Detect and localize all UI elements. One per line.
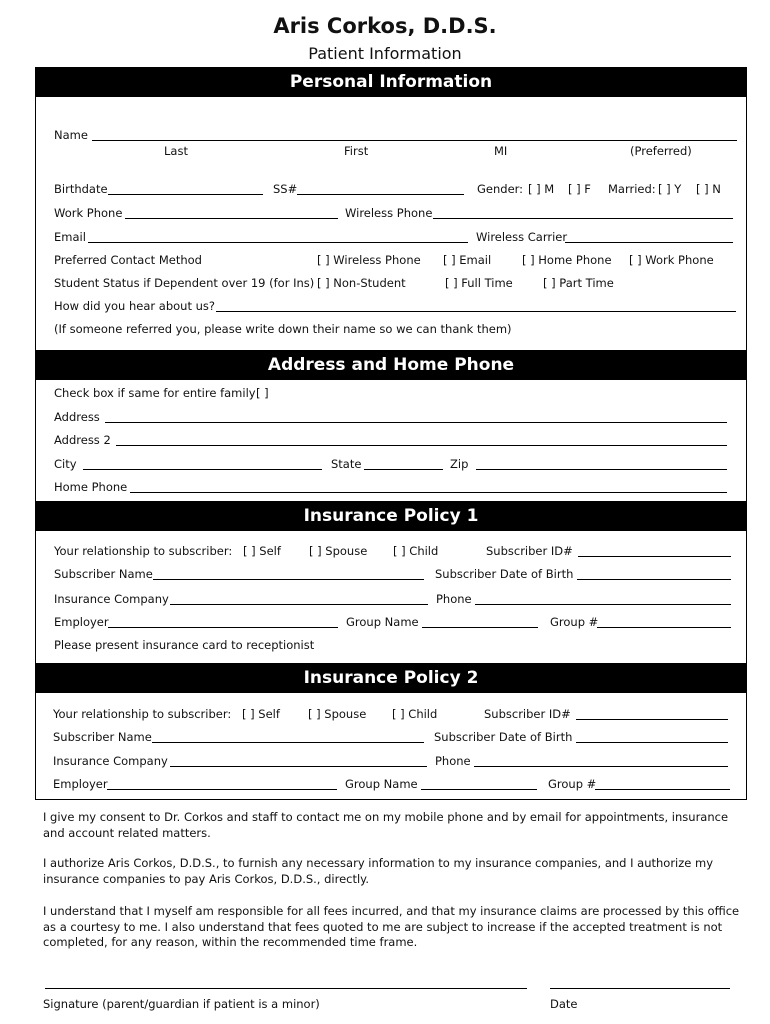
insurance-authorization-paragraph: I authorize Aris Corkos, D.D.S., to furnish any necessary information to my insurance companies, and I authorize my insurance companies to pay Aris Corkos, D.D.S., directly.: [43, 856, 714, 886]
contact-work-checkbox[interactable]: [ ] Work Phone: [629, 253, 714, 267]
student-status-label: Student Status if Dependent over 19 (for Ins): [54, 276, 315, 290]
subscriber-id-field[interactable]: [576, 719, 728, 720]
insurance-card-note: Please present insurance card to receptionist: [54, 638, 315, 652]
relationship-spouse-checkbox[interactable]: [ ] Spouse: [308, 707, 367, 721]
referral-note: (If someone referred you, please write down their name so we can thank them): [54, 322, 512, 336]
subscriber-name-label: Subscriber Name: [54, 567, 153, 581]
subscriber-dob-label: Subscriber Date of Birth: [434, 730, 573, 744]
address-field[interactable]: [105, 422, 727, 423]
insurance-company-field[interactable]: [170, 604, 428, 605]
relationship-child-checkbox[interactable]: [ ] Child: [393, 544, 439, 558]
gender-m-checkbox[interactable]: [ ] M: [528, 182, 555, 196]
preferred-name-caption: (Preferred): [630, 144, 692, 158]
insurance-company-label: Insurance Company: [53, 754, 168, 768]
work-phone-label: Work Phone: [54, 206, 123, 220]
email-field[interactable]: [88, 242, 468, 243]
insurance-policy-1-section: [35, 501, 747, 664]
subscriber-dob-label: Subscriber Date of Birth: [435, 567, 574, 581]
married-y-checkbox[interactable]: [ ] Y: [658, 182, 682, 196]
gender-label: Gender:: [477, 182, 524, 196]
relationship-spouse-checkbox[interactable]: [ ] Spouse: [309, 544, 368, 558]
email-label: Email: [54, 230, 86, 244]
group-number-field[interactable]: [597, 627, 731, 628]
name-label: Name: [54, 128, 88, 142]
date-field[interactable]: [550, 988, 730, 989]
subscriber-name-label: Subscriber Name: [53, 730, 152, 744]
gender-f-checkbox[interactable]: [ ] F: [568, 182, 591, 196]
signature-label: Signature (parent/guardian if patient is a minor): [43, 997, 320, 1011]
last-name-caption: Last: [164, 144, 188, 158]
relationship-label: Your relationship to subscriber:: [54, 544, 233, 558]
employer-field[interactable]: [107, 789, 337, 790]
insurance-company-label: Insurance Company: [54, 592, 169, 606]
first-name-caption: First: [344, 144, 369, 158]
city-field[interactable]: [83, 469, 322, 470]
relationship-self-checkbox[interactable]: [ ] Self: [243, 544, 281, 558]
form-subtitle: Patient Information: [308, 44, 462, 63]
same-family-checkbox[interactable]: [ ]: [256, 386, 269, 400]
subscriber-name-field[interactable]: [152, 742, 424, 743]
birthdate-field[interactable]: [108, 194, 263, 195]
married-label: Married:: [608, 182, 656, 196]
insurance-phone-label: Phone: [435, 754, 471, 768]
referral-source-field[interactable]: [216, 311, 736, 312]
address2-field[interactable]: [116, 445, 727, 446]
married-n-checkbox[interactable]: [ ] N: [696, 182, 721, 196]
personal-information-section: [35, 67, 747, 352]
zip-field[interactable]: [476, 469, 727, 470]
subscriber-name-field[interactable]: [153, 579, 424, 580]
signature-field[interactable]: [45, 988, 527, 989]
address2-label: Address 2: [54, 433, 111, 447]
ss-label: SS#: [273, 182, 298, 196]
subscriber-id-field[interactable]: [578, 556, 731, 557]
relationship-label: Your relationship to subscriber:: [53, 707, 232, 721]
state-field[interactable]: [364, 469, 443, 470]
part-time-checkbox[interactable]: [ ] Part Time: [543, 276, 614, 290]
group-number-label: Group #: [548, 777, 597, 791]
wireless-carrier-label: Wireless Carrier: [476, 230, 568, 244]
full-time-checkbox[interactable]: [ ] Full Time: [445, 276, 513, 290]
wireless-phone-field[interactable]: [433, 218, 733, 219]
group-name-label: Group Name: [346, 615, 419, 629]
insurance-phone-label: Phone: [436, 592, 472, 606]
contact-wireless-checkbox[interactable]: [ ] Wireless Phone: [317, 253, 421, 267]
subscriber-id-label: Subscriber ID#: [484, 707, 571, 721]
ss-field[interactable]: [297, 194, 464, 195]
contact-home-checkbox[interactable]: [ ] Home Phone: [522, 253, 612, 267]
city-label: City: [54, 457, 77, 471]
date-label: Date: [550, 997, 578, 1011]
preferred-contact-label: Preferred Contact Method: [54, 253, 202, 267]
contact-email-checkbox[interactable]: [ ] Email: [443, 253, 492, 267]
relationship-child-checkbox[interactable]: [ ] Child: [392, 707, 438, 721]
home-phone-field[interactable]: [130, 492, 727, 493]
consent-contact-paragraph: I give my consent to Dr. Corkos and staff to contact me on my mobile phone and by email for appointments, insurance and account related matters.: [43, 810, 729, 840]
zip-label: Zip: [450, 457, 469, 471]
subscriber-dob-field[interactable]: [577, 579, 731, 580]
wireless-carrier-field[interactable]: [565, 242, 733, 243]
home-phone-label: Home Phone: [54, 480, 128, 494]
subscriber-id-label: Subscriber ID#: [486, 544, 573, 558]
insurance-company-field[interactable]: [170, 766, 427, 767]
relationship-self-checkbox[interactable]: [ ] Self: [242, 707, 280, 721]
group-name-field[interactable]: [421, 789, 537, 790]
insurance-phone-field[interactable]: [475, 604, 731, 605]
section-heading: Address and Home Phone: [36, 351, 746, 380]
name-field[interactable]: [92, 140, 737, 141]
address-section: [35, 350, 747, 502]
address-label: Address: [54, 410, 100, 424]
employer-label: Employer: [53, 777, 108, 791]
group-number-label: Group #: [550, 615, 599, 629]
non-student-checkbox[interactable]: [ ] Non-Student: [317, 276, 406, 290]
group-name-label: Group Name: [345, 777, 418, 791]
section-heading: Personal Information: [36, 68, 746, 97]
financial-responsibility-paragraph: I understand that I myself am responsible for all fees incurred, and that my insurance claims are processed by this office as a courtesy to me. I also understand that fees quoted to me are subject to increase if the accepted treatment is not completed, for any reason, within the recommended time frame.: [43, 904, 740, 949]
group-number-field[interactable]: [595, 789, 730, 790]
wireless-phone-label: Wireless Phone: [345, 206, 433, 220]
middle-initial-caption: MI: [494, 144, 508, 158]
section-heading: Insurance Policy 1: [36, 502, 746, 531]
group-name-field[interactable]: [422, 627, 538, 628]
insurance-phone-field[interactable]: [474, 766, 728, 767]
employer-field[interactable]: [108, 627, 338, 628]
referral-source-label: How did you hear about us?: [54, 299, 215, 313]
employer-label: Employer: [54, 615, 109, 629]
state-label: State: [331, 457, 362, 471]
birthdate-label: Birthdate: [54, 182, 108, 196]
subscriber-dob-field[interactable]: [576, 742, 728, 743]
form-title: Aris Corkos, D.D.S.: [273, 14, 497, 38]
same-family-label: Check box if same for entire family: [54, 386, 256, 400]
work-phone-field[interactable]: [125, 218, 338, 219]
section-heading: Insurance Policy 2: [36, 664, 746, 693]
insurance-policy-2-section: [35, 663, 747, 800]
